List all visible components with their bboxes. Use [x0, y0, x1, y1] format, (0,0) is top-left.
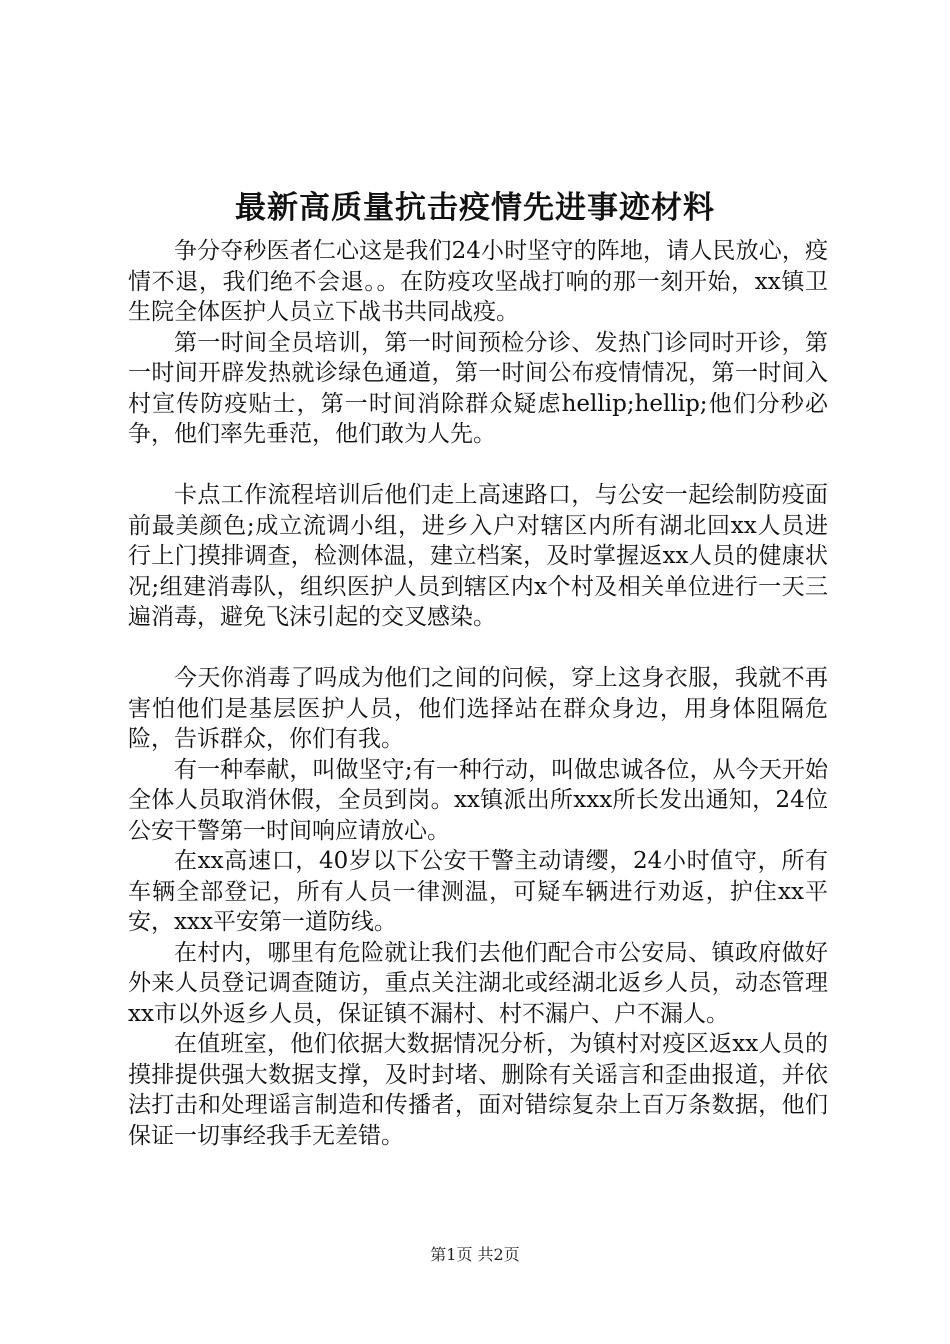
- paragraph: 有一种奉献，叫做坚守;有一种行动，叫做忠诚各位，从今天开始全体人员取消休假，全员到岗。xx镇派出所xxx所长发出通知，24位公安干警第一时间响应请放心。: [128, 756, 828, 844]
- paragraph: 争分夺秒医者仁心这是我们24小时坚守的阵地，请人民放心，疫情不退，我们绝不会退。。在防疫攻坚战打响的那一刻开始，xx镇卫生院全体医护人员立下战书共同战疫。: [128, 238, 828, 325]
- document-title: 最新高质量抗击疫情先进事迹材料: [235, 190, 715, 226]
- paragraph: 今天你消毒了吗成为他们之间的问候，穿上这身衣服，我就不再害怕他们是基层医护人员，他们选择站在群众身边，用身体阻隔危险，告诉群众，你们有我。: [128, 665, 828, 752]
- paragraph: 在值班室，他们依据大数据情况分析，为镇村对疫区返xx人员的摸排提供强大数据支撑，及时封堵、删除有关谣言和歪曲报道，并依法打击和处理谣言制造和传播者，面对错综复杂上百万条数据，他们保证一切事经我手无差错。: [128, 1031, 828, 1149]
- page-footer: 第1页 共2页: [430, 1245, 520, 1264]
- paragraph: 第一时间全员培训，第一时间预检分诊、发热门诊同时开诊，第一时间开辟发热就诊绿色通道，第一时间公布疫情情况，第一时间入村宣传防疫贴士，第一时间消除群众疑虑hellip;hellip;他们分秒必争，他们率先垂范，他们敢为人先。: [128, 329, 828, 447]
- paragraph: 在村内，哪里有危险就让我们去他们配合市公安局、镇政府做好外来人员登记调查随访，重点关注湖北或经湖北返乡人员，动态管理xx市以外返乡人员，保证镇不漏村、村不漏户、户不漏人。: [128, 939, 828, 1027]
- document-body: [128, 236, 828, 1151]
- paragraph: 在xx高速口，40岁以下公安干警主动请缨，24小时值守，所有车辆全部登记，所有人员一律测温，可疑车辆进行劝返，护住xx平安，xxx平安第一道防线。: [128, 848, 828, 935]
- paragraph: 卡点工作流程培训后他们走上高速路口，与公安一起绘制防疫面前最美颜色;成立流调小组，进乡入户对辖区内所有湖北回xx人员进行上门摸排调查，检测体温，建立档案，及时掌握返xx人员的健康状况;组建消毒队，组织医护人员到辖区内x个村及相关单位进行一天三遍消毒，避免飞沫引起的交叉感染。: [128, 482, 828, 630]
